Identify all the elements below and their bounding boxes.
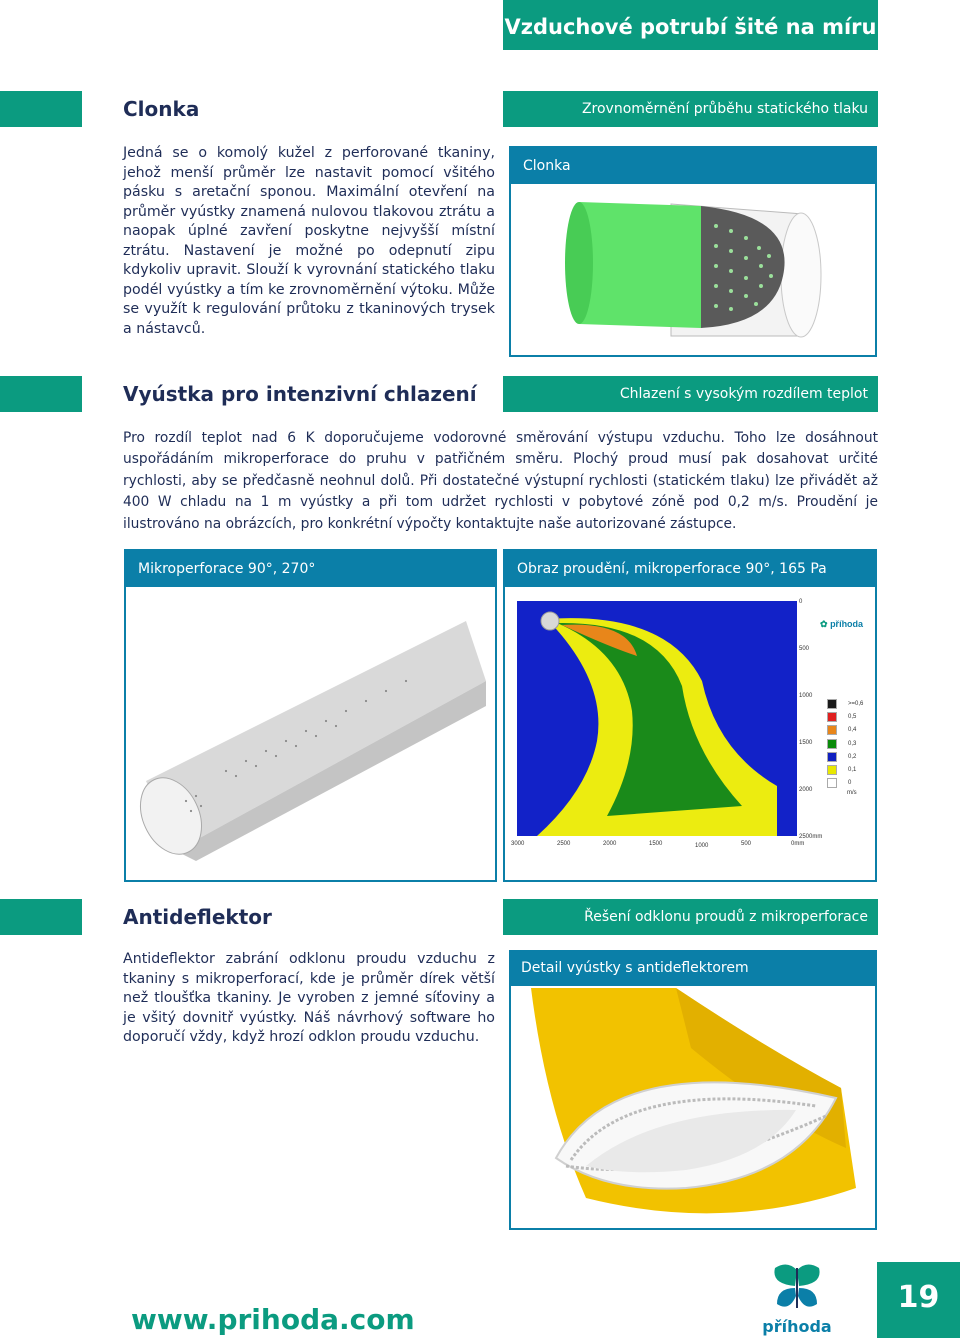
vyustka-title: Vyústka pro intenzivní chlazení: [123, 382, 477, 406]
y-tick-label: 1000: [799, 693, 813, 699]
page-header-title: Vzduchové potrubí šité na míru: [504, 15, 877, 39]
y-tick-label: 500: [799, 646, 810, 652]
page-number: 19: [877, 1262, 960, 1338]
y-axis-end-label: 2500mm: [799, 834, 823, 840]
x-tick-label: 0mm: [791, 841, 805, 847]
legend-swatch: [827, 725, 837, 735]
duct-illustration: [136, 611, 486, 861]
legend-item: [827, 710, 863, 723]
vyustka-text: Pro rozdíl teplot nad 6 K doporučujeme vodorovné směrování výstupu vzduchu. Toho lze dosáhnout uspořádáním mikroperforace do pruhu v patřičném směru. Plochý proud musí pak dosahovat určité rychlosti, aby se předčasně neohnul dolů. Při dostatečné výstupní rychlosti (statickém tlaku) lze přivádět až 400 W chladu na 1 m vyústky a při tom udržet rychlosti v pobytové zóně pod 0,2 m/s. Proudění je ilustrováno na obrázcích, pro konkrétní výpočty kontaktujte naše autorizované zástupce.: [123, 430, 878, 532]
legend-swatch: [827, 739, 837, 749]
x-axis: [511, 841, 811, 851]
proudeni-panel-label: Obraz proudění, mikroperforace 90°, 165 Pa: [505, 551, 875, 587]
legend-swatch: [827, 699, 837, 709]
x-tick-label: 2500: [557, 841, 571, 847]
antideflektor-panel-label: Detail vyústky s antideflektorem: [509, 950, 877, 986]
clonka-title: Clonka: [123, 97, 200, 121]
flow-simulation-plot: [517, 601, 797, 836]
x-tick-label: 3000: [511, 841, 525, 847]
clonka-tab: Zrovnoměrnění průběhu statického tlaku: [503, 91, 878, 127]
legend-swatch: [827, 778, 837, 788]
x-tick-label: 500: [741, 841, 752, 847]
legend-label: 0,4: [848, 727, 857, 734]
y-tick-label: 0: [799, 599, 803, 605]
legend-item: [827, 763, 863, 776]
page-header-bar: [503, 0, 878, 50]
legend-item: [827, 724, 863, 737]
section-marker: [0, 899, 82, 935]
legend-item: [827, 777, 863, 790]
butterfly-logo-icon: [767, 1262, 827, 1314]
legend-label: 0,1: [848, 767, 857, 774]
footer-logo: [757, 1262, 837, 1338]
clonka-text: Jedná se o komolý kužel z perforované tkaniny, jehož menší průměr lze nastavit pomocí všitého pásku s aretační sponou. Maximální otevření na průměr vyústky znamená nulovou tlakovou ztrátu a naopak úplné zavření poskytne nejvyšší místní ztrátu. Nastavení je možné po odepnutí zipu kdykoliv upravit. Slouží k vyrovnání statického tlaku podél vyústky a tím ke zrovnoměrnění výtoku. Může se využít k regulování průtoku z tkaninových trysek a nástavců.: [123, 145, 495, 337]
legend-swatch: [827, 752, 837, 762]
antideflektor-title: Antideflektor: [123, 905, 272, 929]
antideflektor-panel: [509, 950, 877, 1230]
footer-url[interactable]: www.prihoda.com: [131, 1303, 415, 1336]
legend-label: 0,5: [848, 713, 857, 720]
legend-label: >=0,6: [848, 700, 864, 707]
legend: [827, 697, 863, 803]
legend-label: 0,2: [848, 753, 857, 760]
simulation-logo-text: příhoda: [830, 619, 864, 629]
butterfly-icon: ✿: [820, 619, 828, 629]
footer-logo-text: příhoda: [762, 1317, 832, 1336]
legend-label: 0: [848, 780, 852, 787]
legend-unit: m/s: [847, 790, 857, 797]
section-marker: [0, 91, 82, 127]
clonka-panel-label: Clonka: [511, 148, 875, 184]
legend-item: [827, 750, 863, 763]
vyustka-tab: Chlazení s vysokým rozdílem teplot: [503, 376, 878, 412]
mikroperforace-panel: [124, 549, 497, 882]
antideflektor-photo: [526, 988, 856, 1226]
legend-swatch: [827, 765, 837, 775]
x-tick-label: 1000: [695, 843, 709, 849]
x-tick-label: 1500: [649, 841, 663, 847]
proudeni-panel: [503, 549, 877, 882]
section-marker: [0, 376, 82, 412]
clonka-illustration: [551, 196, 841, 346]
mikroperforace-panel-label: Mikroperforace 90°, 270°: [126, 551, 495, 587]
legend-swatch: [827, 712, 837, 722]
legend-item: [827, 737, 863, 750]
y-tick-label: 1500: [799, 740, 813, 746]
simulation-logo: [820, 619, 863, 630]
y-tick-label: 2000: [799, 787, 813, 793]
legend-label: 0,3: [848, 740, 857, 747]
x-tick-label: 2000: [603, 841, 617, 847]
antideflektor-text: Antideflektor zabrání odklonu proudu vzduchu z tkaniny s mikroperforací, kde je průměr dírek větší než tloušťka tkaniny. Je vyroben z jemné síťoviny a je všitý dovnitř vyústky. Náš návrhový software ho doporučí vždy, když hrozí odklon proudu vzduchu.: [123, 951, 495, 1045]
antideflektor-tab: Řešení odklonu proudů z mikroperforace: [503, 899, 878, 935]
legend-item: [827, 697, 863, 710]
clonka-panel: [509, 146, 877, 357]
